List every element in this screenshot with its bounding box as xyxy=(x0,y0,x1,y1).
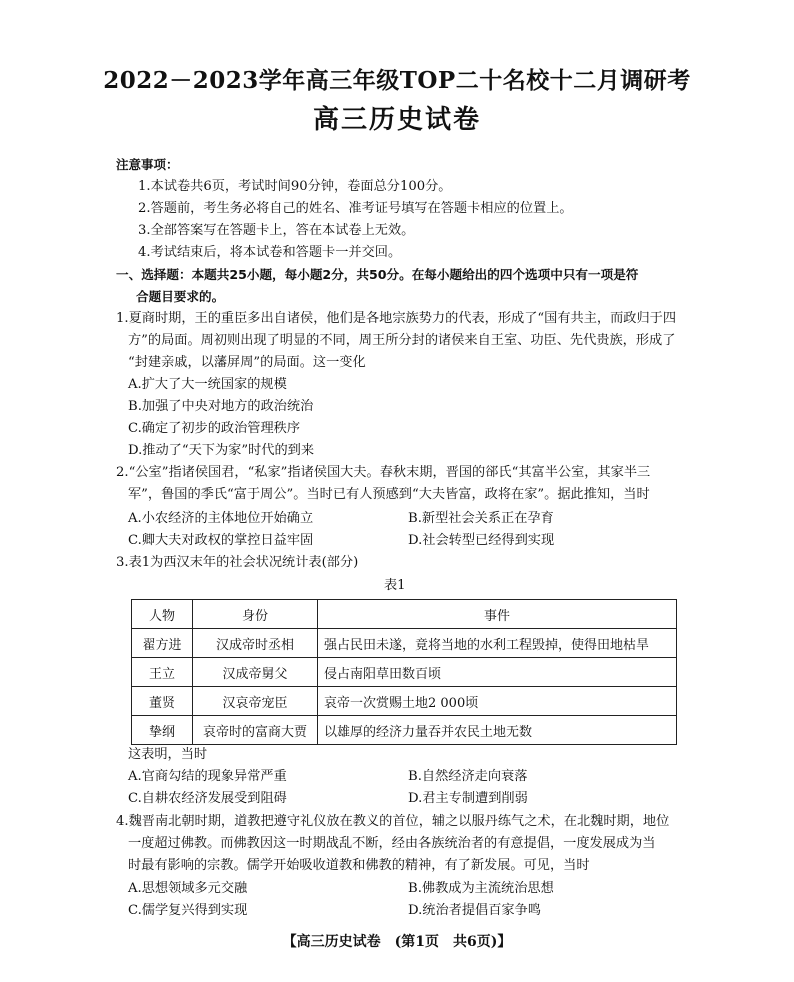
table-header-row xyxy=(132,600,677,629)
q4-stem-line: 一度超过佛教。而佛教因这一时期战乱不断，经由各族统治者的有意提倡，一度发展成为当 xyxy=(128,836,656,851)
table-cell: 挚纲 xyxy=(132,716,193,745)
table-header: 事件 xyxy=(318,600,677,629)
note-item: 2.答题前，考生务必将自己的姓名、准考证号填写在答题卡相应的位置上。 xyxy=(138,201,573,216)
q1-option-b[interactable]: B.加强了中央对地方的政治统治 xyxy=(128,399,314,414)
q2-stem-line: 军”，鲁国的季氏“富于周公”。当时已有人预感到“大夫皆富，政将在家”。据此推知，当时 xyxy=(128,487,650,502)
q2-option-b[interactable]: B.新型社会关系正在孕育 xyxy=(408,511,554,526)
exam-title: 2022－2023学年高三年级TOP二十名校十二月调研考 xyxy=(103,67,691,94)
q3-option-d[interactable]: D.君主专制遭到削弱 xyxy=(408,791,528,806)
q3-intro: 3.表1为西汉末年的社会状况统计表(部分) xyxy=(116,555,359,570)
table-cell: 哀帝一次赏赐土地2 000顷 xyxy=(318,687,677,716)
q1-option-a[interactable]: A.扩大了大一统国家的规模 xyxy=(128,377,287,392)
q3-option-a[interactable]: A.官商勾结的现象异常严重 xyxy=(128,769,287,784)
table-caption: 表1 xyxy=(384,578,406,593)
table-cell: 哀帝时的富商大贾 xyxy=(193,716,318,745)
q3-option-c[interactable]: C.自耕农经济发展受到阻碍 xyxy=(128,791,287,806)
q2-option-d[interactable]: D.社会转型已经得到实现 xyxy=(408,533,555,548)
table-cell: 汉成帝时丞相 xyxy=(193,629,318,658)
table-row xyxy=(132,629,677,658)
section-heading-line2: 合题目要求的。 xyxy=(136,289,225,304)
table-row xyxy=(132,687,677,716)
table-cell: 翟方进 xyxy=(132,629,193,658)
q4-option-d[interactable]: D.统治者提倡百家争鸣 xyxy=(408,903,541,918)
q4-option-c[interactable]: C.儒学复兴得到实现 xyxy=(128,903,248,918)
q4-stem-line: 4.魏晋南北朝时期，道教把遵守礼仪放在教义的首位，辅之以服丹练气之术，在北魏时期，地位 xyxy=(116,814,670,829)
table-cell: 汉成帝舅父 xyxy=(193,658,318,687)
table-header: 身份 xyxy=(193,600,318,629)
note-item: 4.考试结束后，将本试卷和答题卡一并交回。 xyxy=(138,245,402,260)
table-cell: 董贤 xyxy=(132,687,193,716)
data-table xyxy=(131,599,677,745)
exam-subtitle: 高三历史试卷 xyxy=(312,105,481,135)
q3-stem: 这表明，当时 xyxy=(128,747,208,762)
q3-option-b[interactable]: B.自然经济走向衰落 xyxy=(408,769,528,784)
q4-stem-line: 时最有影响的宗教。儒学开始吸收道教和佛教的精神，有了新发展。可见，当时 xyxy=(128,858,590,873)
table-cell: 王立 xyxy=(132,658,193,687)
q1-stem-line: 方”的局面。周初则出现了明显的不同，周王所分封的诸侯来自王室、功臣、先代贵族，形成了 xyxy=(128,333,676,348)
q2-option-c[interactable]: C.卿大夫对政权的掌控日益牢固 xyxy=(128,533,314,548)
table-row xyxy=(132,658,677,687)
table-cell: 强占民田未遂，竟将当地的水利工程毁掉，使得田地枯旱 xyxy=(318,629,677,658)
q4-option-b[interactable]: B.佛教成为主流统治思想 xyxy=(408,881,554,896)
q2-option-a[interactable]: A.小农经济的主体地位开始确立 xyxy=(128,511,314,526)
table-cell: 侵占南阳草田数百顷 xyxy=(318,658,677,687)
table-cell: 汉哀帝宠臣 xyxy=(193,687,318,716)
q1-option-d[interactable]: D.推动了“天下为家”时代的到来 xyxy=(128,443,315,458)
q1-stem-line: 1.夏商时期，王的重臣多出自诸侯，他们是各地宗族势力的代表，形成了“国有共主，而政归于四 xyxy=(116,311,677,326)
table-cell: 以雄厚的经济力量吞并农民土地无数 xyxy=(318,716,677,745)
q1-option-c[interactable]: C.确定了初步的政治管理秩序 xyxy=(128,421,301,436)
page-footer: 【高三历史试卷 (第1页 共6页)】 xyxy=(282,934,512,950)
notes-heading: 注意事项： xyxy=(116,157,179,172)
q2-stem-line: 2.“公室”指诸侯国君，“私家”指诸侯国大夫。春秋末期，晋国的郤氏“其富半公室，其家半三 xyxy=(116,465,651,480)
q1-stem-line: “封建亲戚，以藩屏周”的局面。这一变化 xyxy=(128,355,366,370)
section-heading-line1: 一、选择题：本题共25小题，每小题2分，共50分。在每小题给出的四个选项中只有一项是符 xyxy=(116,267,639,282)
note-item: 3.全部答案写在答题卡上，答在本试卷上无效。 xyxy=(138,223,415,238)
q4-option-a[interactable]: A.思想领域多元交融 xyxy=(128,881,248,896)
table-row xyxy=(132,716,677,745)
note-item: 1.本试卷共6页，考试时间90分钟，卷面总分100分。 xyxy=(138,179,452,194)
table-header: 人物 xyxy=(132,600,193,629)
